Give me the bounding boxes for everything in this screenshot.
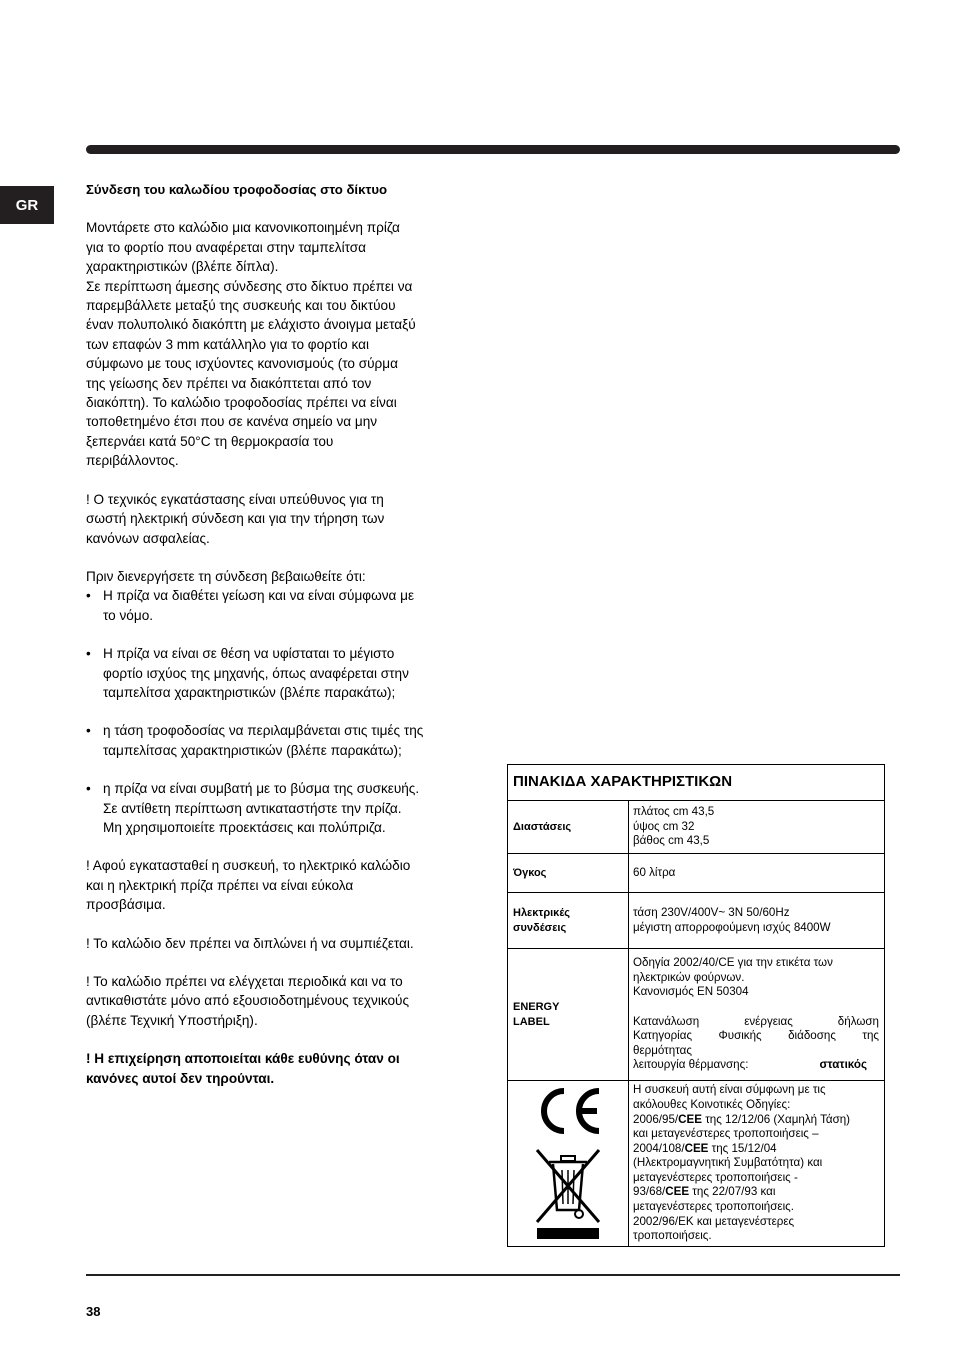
text-line: 2002/96/EK και μεταγενέστερες xyxy=(633,1214,795,1228)
spec-value: 60 λίτρα xyxy=(629,854,885,893)
bullet-mark: • xyxy=(86,588,91,604)
warning-liability xyxy=(86,1049,466,1088)
text-line: Κανονισμός EN 50304 xyxy=(633,985,749,999)
text-line: Ηλεκτρικές xyxy=(513,906,571,919)
left-column xyxy=(86,180,466,1088)
text-line: μέγιστη απορροφούμενη ισχύς 8400W xyxy=(633,920,831,934)
directive-detail: της 12/12/06 (Χαμηλή Τάση) xyxy=(701,1112,851,1126)
spec-title: ΠΙΝΑΚΙΔΑ ΧΑΡΑΚΤΗΡΙΣΤΙΚΩΝ xyxy=(508,765,885,801)
text-line: η τάση τροφοδοσίας να περιλαμβάνεται στις τιμές της xyxy=(103,723,424,739)
compliance-icons xyxy=(508,1081,629,1247)
bullet-mark: • xyxy=(86,781,91,797)
spec-row-compliance xyxy=(508,1081,885,1247)
text-line: τροποποιήσεις. xyxy=(633,1229,712,1243)
text-line: ηλεκτρικών φούρνων. xyxy=(633,970,745,984)
spec-row-electrical xyxy=(508,893,885,949)
text-line: διακόπτη). Το καλώδιο τροφοδοσίας πρέπει να είναι xyxy=(86,395,397,411)
word: ενέργειας xyxy=(744,1014,793,1028)
text-line: Μη χρησιμοποιείτε προεκτάσεις και πολύπριζα. xyxy=(103,819,386,835)
text-line xyxy=(633,1058,879,1073)
text-line: ταμπελίτσας χαρακτηριστικών (βλέπε παρακάτω); xyxy=(103,742,402,758)
directive-number: 93/68/ xyxy=(633,1185,666,1199)
directive-detail: της 22/07/93 και xyxy=(689,1185,776,1199)
checklist-item xyxy=(86,586,466,625)
text-line: η πρίζα να είναι συμβατή με το βύσμα της συσκευής. xyxy=(103,781,420,797)
text-line: ακόλουθες Κοινοτικές Οδηγίες: xyxy=(633,1097,791,1111)
text-line: Η συσκευή αυτή είναι σύμφωνη με τις xyxy=(633,1083,826,1097)
spec-value xyxy=(629,949,885,1081)
text-line: για το φορτίο που αναφέρεται στην ταμπελίτσα xyxy=(86,239,367,255)
text-line xyxy=(633,1185,879,1200)
text-line: και μεταγενέστερες τροποποιήσεις – xyxy=(633,1127,819,1141)
bottom-rule xyxy=(86,1274,900,1276)
text-line: μεταγενέστερες τροποποιήσεις - xyxy=(633,1170,798,1184)
text-line: θερμότητας xyxy=(633,1043,692,1057)
word: Φυσικής xyxy=(718,1029,762,1043)
text-line: κανόνων ασφαλείας. xyxy=(86,530,210,546)
text-line: ύψος cm 32 xyxy=(633,819,695,833)
text-line: (βλέπε Τεχνική Υποστήριξη). xyxy=(86,1012,258,1028)
checklist-intro: Πριν διενεργήσετε τη σύνδεση βεβαιωθείτε ότι: xyxy=(86,568,366,584)
text-line: συνδέσεις xyxy=(513,921,567,934)
text-line: LABEL xyxy=(513,1015,550,1028)
text-line: ! Η επιχείρηση αποποιείται κάθε ευθύνης όταν οι xyxy=(86,1051,400,1067)
directive-code: CEE xyxy=(665,1185,690,1199)
text-line: ξεπερνάει κατά 50°C τη θερμοκρασία του xyxy=(86,433,334,449)
text-line: τάση 230V/400V~ 3N 50/60Hz xyxy=(633,905,790,919)
text-line xyxy=(633,1113,879,1128)
word: δήλωση xyxy=(837,1014,879,1028)
text-line: έναν πολυπολικό διακόπτη με ελάχιστο άνοιγμα μεταξύ xyxy=(86,317,416,333)
warning-accessible xyxy=(86,856,466,914)
spec-row-energy xyxy=(508,949,885,1081)
heating-mode-value: στατικός xyxy=(819,1058,867,1072)
text-line: ταμπελίτσα χαρακτηριστικών (βλέπε παρακάτω); xyxy=(103,684,396,700)
bullet-mark: • xyxy=(86,723,91,739)
warning-no-bend: ! Το καλώδιο δεν πρέπει να διπλώνει ή να συμπιέζεται. xyxy=(86,935,414,951)
checklist-item xyxy=(86,779,466,837)
directive-number: 2006/95/ xyxy=(633,1112,679,1126)
checklist-item xyxy=(86,721,466,760)
language-tab: GR xyxy=(0,186,54,224)
text-line: προσβάσιμα. xyxy=(86,897,166,913)
text-line: ENERGY xyxy=(513,1000,560,1013)
word: Κατανάλωση xyxy=(633,1014,700,1028)
text-line xyxy=(633,1015,879,1030)
text-line: αντικαθιστάτε μόνο από εξουσιοδοτημένους τεχνικούς xyxy=(86,993,410,1009)
directive-detail: της 15/12/04 xyxy=(708,1141,777,1155)
spec-value xyxy=(629,893,885,949)
text-line xyxy=(633,1029,879,1044)
text-line: μεταγενέστερες τροποποιήσεις. xyxy=(633,1200,794,1214)
text-line: Σε περίπτωση άμεσης σύνδεσης στο δίκτυο πρέπει να xyxy=(86,278,413,294)
text-line: ! Το καλώδιο πρέπει να ελέγχεται περιοδικά και να το xyxy=(86,974,403,989)
text-line: Μοντάρετε στο καλώδιο μια κανονικοποιημένη πρίζα xyxy=(86,220,400,236)
spec-label: Διαστάσεις xyxy=(508,801,629,854)
paragraph-connection xyxy=(86,218,466,470)
text-line: ! Ο τεχνικός εγκατάστασης είναι υπεύθυνος για τη xyxy=(86,491,384,507)
text-line: περιβάλλοντος. xyxy=(86,453,179,469)
spec-value xyxy=(629,801,885,854)
text-line: τοποθετημένο έτσι που σε κανένα σημείο να μην xyxy=(86,414,378,430)
text-line: των επαφών 3 mm κατάλληλο για το φορτίο και xyxy=(86,336,369,352)
text-line: (Ηλεκτρομαγνητική Συμβατότητα) και xyxy=(633,1156,823,1170)
text-line xyxy=(633,1142,879,1157)
directive-code: CEE xyxy=(678,1112,702,1126)
text-line: πλάτος cm 43,5 xyxy=(633,805,715,819)
spec-row-dimensions xyxy=(508,801,885,854)
text-line: παρεμβάλλετε μεταξύ της συσκευής και του δικτύου xyxy=(86,298,396,314)
bullet-mark: • xyxy=(86,646,91,662)
text-line: Σε αντίθετη περίπτωση αντικαταστήστε την πρίζα. xyxy=(103,800,402,816)
word: της xyxy=(862,1029,879,1043)
text-line: της γείωσης δεν πρέπει να διακόπτεται από τον xyxy=(86,375,372,391)
text-line: Η πρίζα να είναι σε θέση να υφίσταται το μέγιστο xyxy=(103,646,395,662)
text-line: σωστή ηλεκτρική σύνδεση και για την τήρηση των xyxy=(86,511,385,527)
text-line: Οδηγία 2002/40/CE για την ετικέτα των xyxy=(633,956,833,970)
directive-number: 2004/108/ xyxy=(633,1141,685,1155)
text-line: Η πρίζα να διαθέτει γείωση και να είναι σύμφωνα με xyxy=(103,588,415,604)
warning-inspection xyxy=(86,972,466,1030)
text-line: κανόνες αυτοί δεν τηρούνται. xyxy=(86,1070,275,1086)
compliance-text xyxy=(629,1081,885,1247)
page-number: 38 xyxy=(86,1304,101,1319)
text-line: φορτίο ισχύος της μηχανής, όπως αναφέρεται στην xyxy=(103,665,409,681)
text-line: το νόμο. xyxy=(103,607,154,623)
text-line: ! Αφού εγκατασταθεί η συσκευή, το ηλεκτρικό καλώδιο xyxy=(86,858,411,874)
top-rule xyxy=(86,145,900,154)
text-line: και η ηλεκτρική πρίζα πρέπει να είναι εύκολα xyxy=(86,877,354,893)
section-heading: Σύνδεση του καλωδίου τροφοδοσίας στο δίκτυο xyxy=(86,182,388,197)
ce-mark-icon xyxy=(533,1081,603,1141)
specification-table xyxy=(507,764,885,1247)
checklist-item xyxy=(86,644,466,702)
word: Κατηγορίας xyxy=(633,1029,693,1043)
text-line: βάθος cm 43,5 xyxy=(633,834,710,848)
warning-installer xyxy=(86,490,466,548)
directive-code: CEE xyxy=(684,1141,709,1155)
text-line: χαρακτηριστικών (βλέπε δίπλα). xyxy=(86,259,279,275)
spec-row-volume xyxy=(508,854,885,893)
word: λειτουργία θέρμανσης: xyxy=(633,1058,749,1072)
spec-label: Όγκος xyxy=(508,854,629,893)
spec-label xyxy=(508,893,629,949)
text-line: σύμφωνο με τους ισχύοντες κανονισμούς (το σύρμα xyxy=(86,356,398,372)
weee-crossed-bin-icon xyxy=(533,1146,603,1242)
word: διάδοσης xyxy=(788,1029,836,1043)
spec-label xyxy=(508,949,629,1081)
spec-title-row xyxy=(508,765,885,801)
